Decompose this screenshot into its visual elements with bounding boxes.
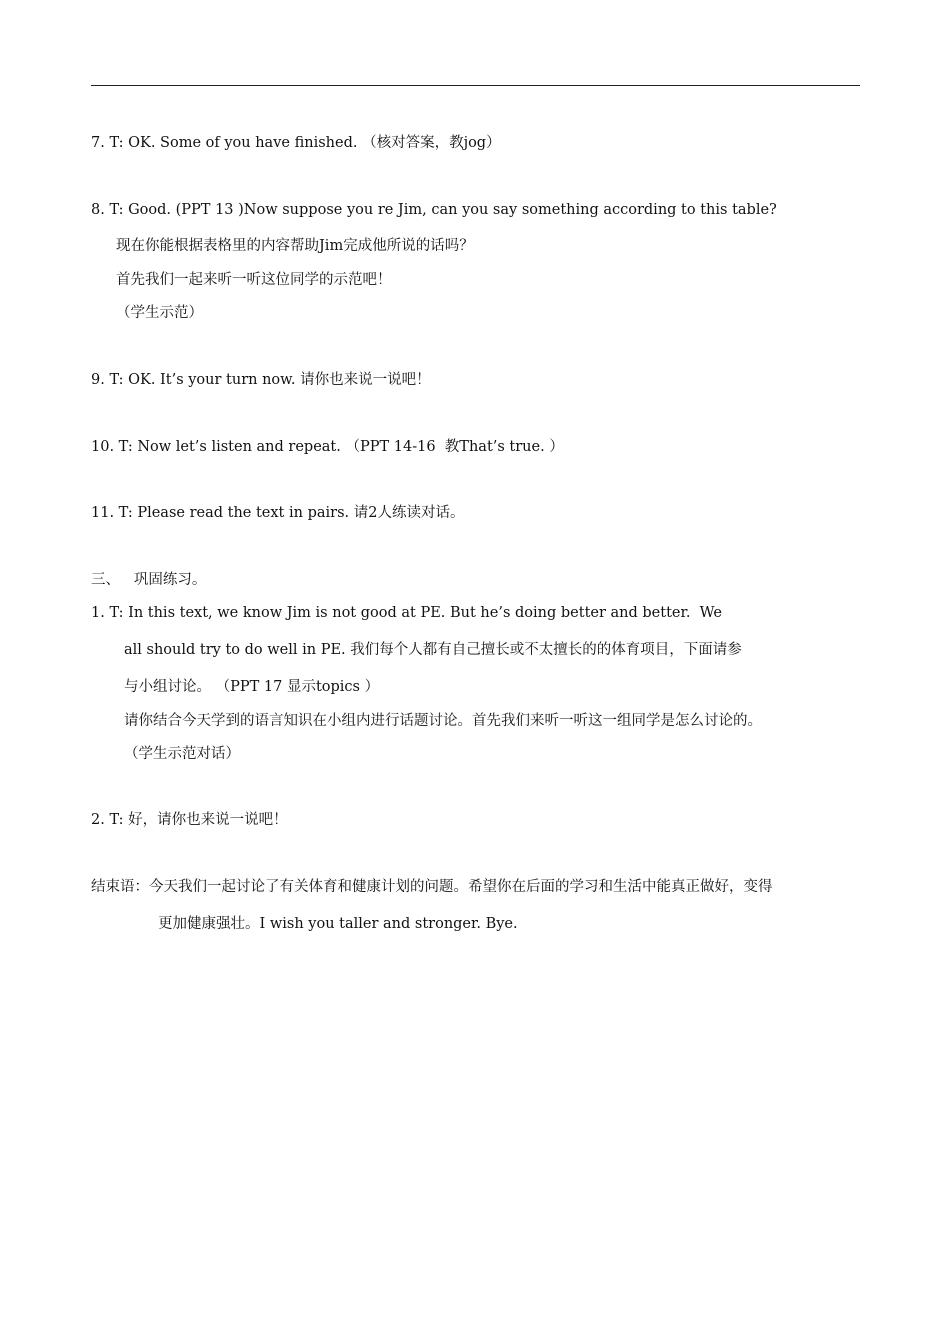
item-11: 11. T: Please read the text in pairs. 请2人练读对话。 <box>91 505 465 521</box>
practice-1-line-1: 1. T: In this text, we know Jim is not good at PE. But he’s doing better and better. We <box>91 605 722 621</box>
practice-1-line-4: 请你结合今天学到的语言知识在小组内进行话题讨论。首先我们来听一听这一组同学是怎么讨论的。 <box>124 713 762 729</box>
section-3-heading: 三、 巩固练习。 <box>91 572 207 588</box>
item-8-line-2: 现在你能根据表格里的内容帮助Jim完成他所说的话吗？ <box>116 238 474 254</box>
item-10: 10. T: Now let’s listen and repeat. （PPT 14-16 教That’s true. ） <box>91 439 564 455</box>
practice-1-line-5: （学生示范对话） <box>124 746 240 762</box>
header-rule <box>91 85 860 86</box>
item-9: 9. T: OK. It’s your turn now. 请你也来说一说吧！ <box>91 372 431 388</box>
practice-2: 2. T: 好，请你也来说一说吧！ <box>91 812 288 828</box>
item-8-line-1: 8. T: Good. (PPT 13 )Now suppose you re Jim, can you say something according to this table? <box>91 202 777 218</box>
item-8-line-3: 首先我们一起来听一听这位同学的示范吧！ <box>116 272 392 288</box>
practice-1-line-2: all should try to do well in PE. 我们每个人都有自己擅长或不太擅长的的体育项目，下面请参 <box>124 642 742 658</box>
closing-line-2: 更加健康强壮。I wish you taller and stronger. Bye. <box>158 916 518 932</box>
closing-line-1: 结束语：今天我们一起讨论了有关体育和健康计划的问题。希望你在后面的学习和生活中能真正做好，变得 <box>91 879 773 895</box>
item-8-line-4: （学生示范） <box>116 305 203 321</box>
item-7: 7. T: OK. Some of you have finished. （核对答案，教jog） <box>91 135 501 151</box>
practice-1-line-3: 与小组讨论。 （PPT 17 显示topics ） <box>124 679 380 695</box>
